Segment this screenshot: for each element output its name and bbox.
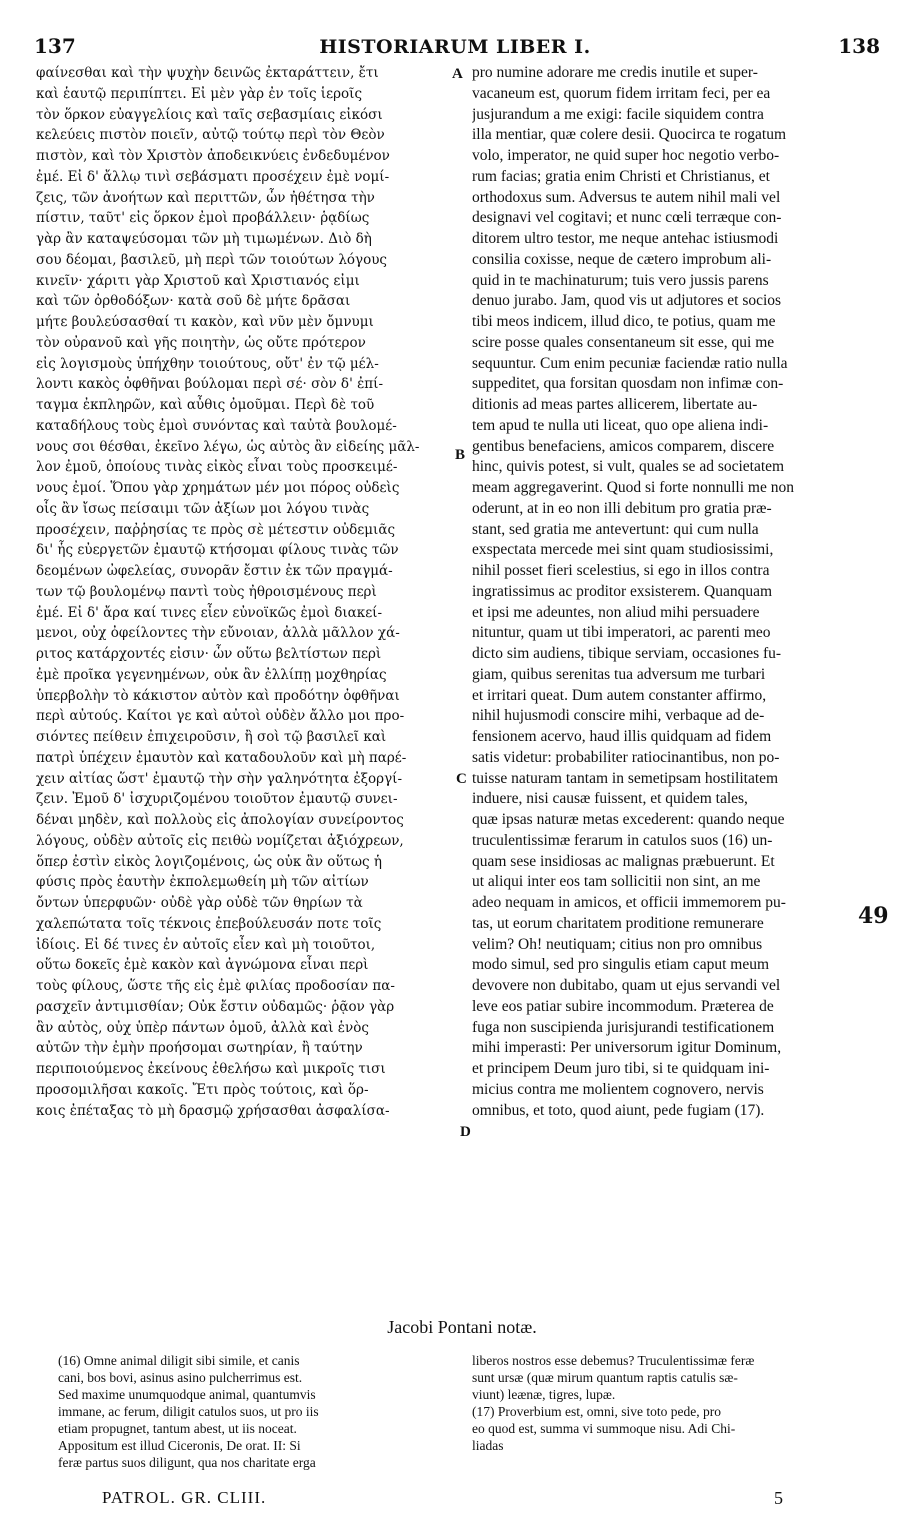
latin-text-line: tibi meos indicem, illud dico, te potius, quam me <box>472 313 776 330</box>
latin-text-line: ditionis ad meas partes allicerem, libertate au- <box>472 396 758 413</box>
latin-text-line: micius contra me molientem cognovero, nervis <box>472 1080 764 1098</box>
note-line: liadas <box>472 1438 504 1453</box>
greek-text-line: χαλεπώτατα τοῖς τέκνοις ἐπεβούλευσάν ποτε τοῖς <box>36 915 382 932</box>
greek-text-line: κινεῖν· χάριτι γὰρ Χριστοῦ καὶ Χριστιανός εἰμι <box>36 272 360 289</box>
latin-text-line: et ipsi me adeuntes, non aliud mihi persuadere <box>472 603 760 621</box>
column-number: 49 <box>858 903 889 929</box>
latin-text-line: scire posse quales consentaneum sit esse, qui me <box>472 333 775 351</box>
note-line: sunt ursæ (quæ mirum quantum raptis catulis sæ- <box>472 1370 738 1385</box>
greek-text-column <box>36 63 453 1121</box>
greek-text-line: ρασχεῖν ἀντιμισθίαν; Οὐκ ἔστιν οὐδαμῶς· ῥᾷον γὰρ <box>36 998 395 1015</box>
latin-text-line: et irritari queat. Dum autem constanter affirmo, <box>472 686 767 704</box>
notes-left-column <box>58 1352 456 1471</box>
greek-text-line: χειν αἰτίας ὥστ' ἐμαυτῷ τὴν σὴν γαληνότητα ἐξοργί- <box>36 770 403 787</box>
greek-text-line: γὰρ ἂν καταψεύσομαι τῶν μὴ τιμωμένων. Διὸ δὴ <box>36 231 372 247</box>
latin-text-line: illa mentiar, quæ colere desii. Quocirca te rogatum <box>472 126 787 144</box>
latin-text-line: tas, ut eorum charitatem proditione remunerare <box>472 914 764 932</box>
greek-text-line: ταγμα ἐκπληρῶν, καὶ αὖθις ὀμοῦμαι. Περὶ δὲ τοῦ <box>36 397 375 413</box>
greek-text-line: εἰς λογισμοὺς ὑπήχθην τοιούτους, οὔτ' ἐν τῷ μέλ- <box>36 355 379 372</box>
latin-text-line: pro numine adorare me credis inutile et super- <box>472 64 758 81</box>
greek-text-line: ὄντων ὑπερφυῶν· οὐδὲ γὰρ οὐδὲ τῶν θηρίων τὰ <box>36 895 363 911</box>
latin-text-line: gentibus benefaciens, amicos comparem, discere <box>472 437 775 455</box>
footer-signature: 5 <box>774 1488 783 1508</box>
greek-text-line: περιποιούμενος ἐκείνους ἐθελήσω καὶ μικροῖς τισι <box>36 1061 386 1077</box>
latin-text-line: denuo jurabo. Jam, quod vis ut adjutores et socios <box>472 292 782 310</box>
latin-text-line: omnibus, et toto, quod aiunt, pede fugiam (17). <box>472 1101 765 1119</box>
latin-text-line: dicto sim audiens, tibique serviam, occasiones fu- <box>472 645 782 662</box>
latin-text-line: fuga non suscipienda jurisjurandi testificationem <box>472 1018 775 1036</box>
latin-text-line: ingratissimus ac proditor exsisterem. Quanquam <box>472 582 773 600</box>
greek-text-line: των τῷ βουλομένῳ παντὶ τοὺς ἠθροισμένους περὶ <box>36 583 377 600</box>
greek-text-line: καταδήλους τοὺς ἐμοὶ συνόντας καὶ ταὐτὰ βουλομέ- <box>36 417 397 434</box>
latin-text-line: tuisse naturam tantam in semetipsam hostilitatem <box>472 769 779 787</box>
greek-text-line: οὕτω δοκεῖς ἐμὲ κακὸν καὶ ἀγνώμονα εἶναι περὶ <box>36 957 369 974</box>
greek-text-line: καὶ ἑαυτῷ περιπίπτει. Εἰ μὲν γὰρ ἐν τοῖς ἱεροῖς <box>36 85 363 102</box>
latin-text-line: jusjurandum a me exigi: facile siquidem contra <box>472 105 764 123</box>
greek-text-line: ἐμέ. Εἰ δ' ἄλλῳ τινὶ σεβάσματι προσέχειν ἐμὲ νομί- <box>36 168 390 185</box>
latin-text-line: quam sese insidiosas ac malignas præbuerunt. Et <box>472 852 775 870</box>
greek-text-line: μενοι, οὐχ ὀφείλοντες τὴν εὔνοιαν, ἀλλὰ μᾶλλον χά- <box>36 625 400 642</box>
greek-text-line: μήτε βουλεύσασθαί τι κακὸν, καὶ νῦν μὲν ὄμνυμι <box>36 314 374 330</box>
latin-text-line: rum facias; gratia enim Christi et Christianus, et <box>472 167 770 185</box>
greek-text-line: τὸν ὅρκον εὐαγγελίοις καὶ ταῖς σεβασμίαις εἰκόσι <box>36 106 383 123</box>
greek-text-line: λον ἐμοῦ, ὁποίους τινὰς εἰκὸς εἶναι τοὺς προσκειμέ- <box>36 459 398 476</box>
latin-text-line: et principem Deum juro tibi, si te quidquam ini- <box>472 1060 770 1077</box>
greek-text-line: πιστὸν, καὶ τὸν Χριστὸν ἀποδεικνύεις ἐνδεδυμένον <box>36 148 390 164</box>
margin-marker-a: A <box>452 66 463 82</box>
greek-text-line: δεομένων ὠφελείας, συνορᾶν ἔστιν ἐκ τῶν πραγμά- <box>36 563 393 579</box>
note-line: (17) Proverbium est, omni, sive toto pede, pro <box>472 1404 721 1419</box>
latin-text-line: mihi imperasti: Per universorum igitur Dominum, <box>472 1039 782 1057</box>
greek-text-line: πίστιν, ταῦτ' εἰς ὅρκον ἐμοὶ προβάλλειν· ῥᾳδίως <box>36 210 370 227</box>
latin-text-line: exspectata mercede mei sint quam studiosissimi, <box>472 541 774 559</box>
greek-text-line: κοις ἐπέταξας τὸ μὴ δρασμῷ χρήσασθαι ἀσφαλίσα- <box>36 1102 390 1119</box>
greek-text-line: ἰδίοις. Εἰ δέ τινες ἐν αὐτοῖς εἶεν καὶ μὴ τοιοῦτοι, <box>36 936 376 953</box>
latin-text-line: oderunt, at in eo non illi debitum pro gratia præ- <box>472 499 772 517</box>
latin-text-line: truculentissimæ ferarum in catulos suos (16) un- <box>472 831 773 849</box>
latin-text-line: quid in te machinaturum; tuis vero jussis parens <box>472 271 769 289</box>
latin-text-line: modo simul, sed pro singulis etiam caput meum <box>472 956 770 974</box>
greek-text-line: δέναι μηδὲν, καὶ πολλοὺς εἰς ἀπολογίαν συνείροντος <box>36 812 404 828</box>
latin-text-line: leve eos patiar subire incommodum. Præterea de <box>472 997 774 1015</box>
greek-text-line: οἷς ἂν ἴσως πείσαιμι τῶν ἀξίων μοι λόγου τινὰς <box>36 500 370 517</box>
latin-text-line: meam aggregaverint. Quod si forte nonnulli me non <box>472 479 794 496</box>
greek-text-line: προσομιλῆσαι κακοῖς. Ἔτι πρὸς τούτοις, καὶ ὅρ- <box>36 1081 369 1098</box>
latin-text-line: quæ ipsas naturæ metas excederent: quando neque <box>472 811 785 828</box>
latin-text-line: sequuntur. Cum enim pecuniæ faciendæ ratio nulla <box>472 354 788 372</box>
latin-text-line: orthodoxus sum. Adversus te autem nihil mali vel <box>472 188 781 206</box>
note-line: cani, bos bovi, asinus asino pulcherrimus est. <box>58 1370 303 1385</box>
greek-text-line: αὐτῶν τὴν ἐμὴν προήσομαι σωτηρίαν, ἢ ταύτην <box>36 1040 363 1057</box>
latin-text-line: satis videtur: probabiliter ratiocinantibus, non po- <box>472 748 780 766</box>
note-line: viunt) leænæ, tigres, lupæ. <box>472 1387 616 1402</box>
latin-text-line: nihil hujusmodi conscire mihi, verbaque ad de- <box>472 707 765 725</box>
greek-text-line: δι' ἧς εὐεργετῶν ἐμαυτῷ κτήσομαι φίλους τινὰς τῶν <box>36 542 399 559</box>
latin-text-line: tem apud te nulla uti liceat, quo ope aliena indi- <box>472 416 769 434</box>
greek-text-line: προσέχειν, παῤῥησίας τε πρὸς σὲ μέτεστιν οὐδεμιᾶς <box>36 521 396 538</box>
latin-text-line: stant, sed gratia me antevertunt: qui cum nulla <box>472 520 759 538</box>
greek-text-line: ἂν αὐτὸς, οὐχ ὑπὲρ πάντων ὁμοῦ, ἀλλὰ καὶ ἑνὸς <box>36 1019 369 1036</box>
notes-title: Jacobi Pontani notæ. <box>387 1317 537 1337</box>
greek-text-line: περὶ αὐτούς. Καίτοι γε καὶ αὐτοὶ οὐδὲν ἄλλο μοι προ- <box>36 708 405 725</box>
note-line: immane, ac ferum, diligit catulos suos, ut pro iis <box>58 1404 319 1419</box>
greek-text-line: τὸν οὐρανοῦ καὶ γῆς ποιητὴν, ὡς οὔτε πρότερον <box>36 334 366 351</box>
page-number-left: 137 <box>34 34 76 58</box>
note-line: eo quod est, summa vi summoque nisu. Adi Chi- <box>472 1421 736 1436</box>
latin-text-line: adeo nequam in amicos, et officii immemorem pu- <box>472 894 786 911</box>
latin-text-line: ut aliqui inter eos tam sollicitii non sint, an me <box>472 873 761 891</box>
greek-text-line: πατρὶ ὑπέχειν ἐμαυτὸν καὶ καταδουλοῦν καὶ μὴ παρέ- <box>36 749 407 766</box>
greek-text-line: τοὺς φίλους, ὥστε τῆς εἰς ἐμὲ φιλίας προδοσίαν πα- <box>36 978 395 994</box>
latin-text-line: consilia coxisse, neque de cætero improbum ali- <box>472 250 772 268</box>
greek-text-line: ζειν. Ἐμοῦ δ' ἰσχυριζομένου τοιοῦτον ἐμαυτῷ συνει- <box>36 791 398 808</box>
note-line: (16) Omne animal diligit sibi simile, et canis <box>58 1353 300 1368</box>
latin-text-line: fensionem acervo, haud illis quidquam ad fidem <box>472 728 772 745</box>
footer-series: PATROL. GR. CLIII. <box>102 1488 267 1507</box>
page-number-right: 138 <box>838 34 880 58</box>
latin-text-line: velim? Oh! neutiquam; citius non pro omnibus <box>472 935 763 953</box>
greek-text-line: ἐμέ. Εἰ δ' ἄρα καί τινες εἶεν εὐνοϊκῶς ἐμοὶ διακεί- <box>36 604 383 621</box>
greek-text-line: λόγους, οὐδὲν αὐτοῖς εἰς πειθὼ νομίζεται ἀξιόχρεων, <box>36 832 404 849</box>
latin-text-line: vacaneum est, quorum fidem irritam feci, per ea <box>472 84 771 102</box>
greek-text-line: κελεύεις πιστὸν ποιεῖν, αὐτῷ τούτῳ περὶ τὸν Θεὸν <box>36 127 385 144</box>
greek-text-line: λοντι κακὸς ὀφθῆναι βούλομαι περὶ σέ· σὸν δ' ἐπί- <box>36 376 384 393</box>
running-title: HISTORIARUM LIBER I. <box>319 36 591 58</box>
greek-text-line: σιόντες πείθειν ἐπιχειροῦσιν, ἢ σοὶ τῷ βασιλεῖ καὶ <box>36 729 387 745</box>
latin-text-line: giam, quibus serenitas tua adversum me turbari <box>472 665 766 683</box>
greek-text-line: καὶ τῶν ὀρθοδόξων· κατὰ σοῦ δὲ μήτε δρᾶσαι <box>36 293 351 310</box>
note-line: liberos nostros esse debemus? Truculentissimæ feræ <box>472 1353 755 1368</box>
greek-text-line: ζεις, τῶν ἀνοήτων καὶ περιττῶν, ὧν ἠθέτησα τὴν <box>36 189 375 206</box>
greek-text-line: ὑπερβολὴν τὸ κάκιστον αὐτὸν καὶ προδότην ὀφθῆναι <box>36 687 400 704</box>
running-header <box>30 34 880 58</box>
latin-text-line: volo, imperator, ne quid super hoc negotio verbo- <box>472 147 780 164</box>
latin-text-column <box>472 63 887 1121</box>
latin-text-line: designavi vel cogitavi; et nunc cœli terræque con- <box>472 209 782 227</box>
latin-text-line: nituntur, quam ut tibi imperatori, ac parenti meo <box>472 624 771 642</box>
latin-text-line: hinc, quivis potest, si vult, quales se ad societatem <box>472 458 785 476</box>
note-line: Sed maxime unumquodque animal, quantumvis <box>58 1387 316 1402</box>
greek-text-line: φαίνεσθαι καὶ τὴν ψυχὴν δεινῶς ἐκταράττειν, ἔτι <box>36 65 379 81</box>
margin-marker-b: B <box>455 447 466 463</box>
latin-text-line: devovere non dubitabo, quam ut ejus servandi vel <box>472 977 781 994</box>
greek-text-line: νους ἐμοί. Ὅπου γὰρ χρημάτων μέν μοι πόρος οὐδεὶς <box>36 480 400 496</box>
greek-text-line: ἐμὲ προῖκα γεγενημένων, οὐκ ἂν ἐλλίπῃ μοχθηρίας <box>36 666 387 683</box>
greek-text-line: ριτος κατάρχοντές εἰσιν· ὧν οὕτω βελτίστων περὶ <box>36 646 382 662</box>
latin-text-line: suppeditet, qua forsitan quosdam non infimæ con- <box>472 375 784 393</box>
note-line: Appositum est illud Ciceronis, De orat. II: Si <box>58 1438 301 1453</box>
greek-text-line: ὅπερ ἐστὶν εἰκὸς λογιζομένοις, ὡς οὐκ ἂν οὕτως ἡ <box>36 853 382 870</box>
latin-text-line: nihil posset fieri scelestius, si ego in illos contra <box>472 562 770 579</box>
margin-marker-d: D <box>460 1124 471 1140</box>
latin-text-line: induere, nisi causæ fuissent, et quidem tales, <box>472 790 748 808</box>
margin-marker-c: C <box>456 771 467 787</box>
latin-text-line: ditorem ultro testor, me neque antehac istiusmodi <box>472 230 779 247</box>
greek-text-line: σου δέομαι, βασιλεῦ, μὴ περὶ τῶν τοιούτων λόγους <box>36 251 387 268</box>
greek-text-line: νους σοι θέσθαι, ἐκεῖνο λέγω, ὡς αὐτὸς ἂν εἰδείης μᾶλ- <box>36 438 420 455</box>
notes-right-column <box>472 1352 882 1454</box>
greek-text-line: φύσις πρὸς ἑαυτὴν ἐκπολεμωθείη μὴ τῶν αἰτίων <box>36 874 369 891</box>
note-line: etiam propugnet, tantum abest, ut iis noceat. <box>58 1421 297 1436</box>
note-line: feræ partus suos diligunt, qua nos charitate erga <box>58 1455 316 1470</box>
